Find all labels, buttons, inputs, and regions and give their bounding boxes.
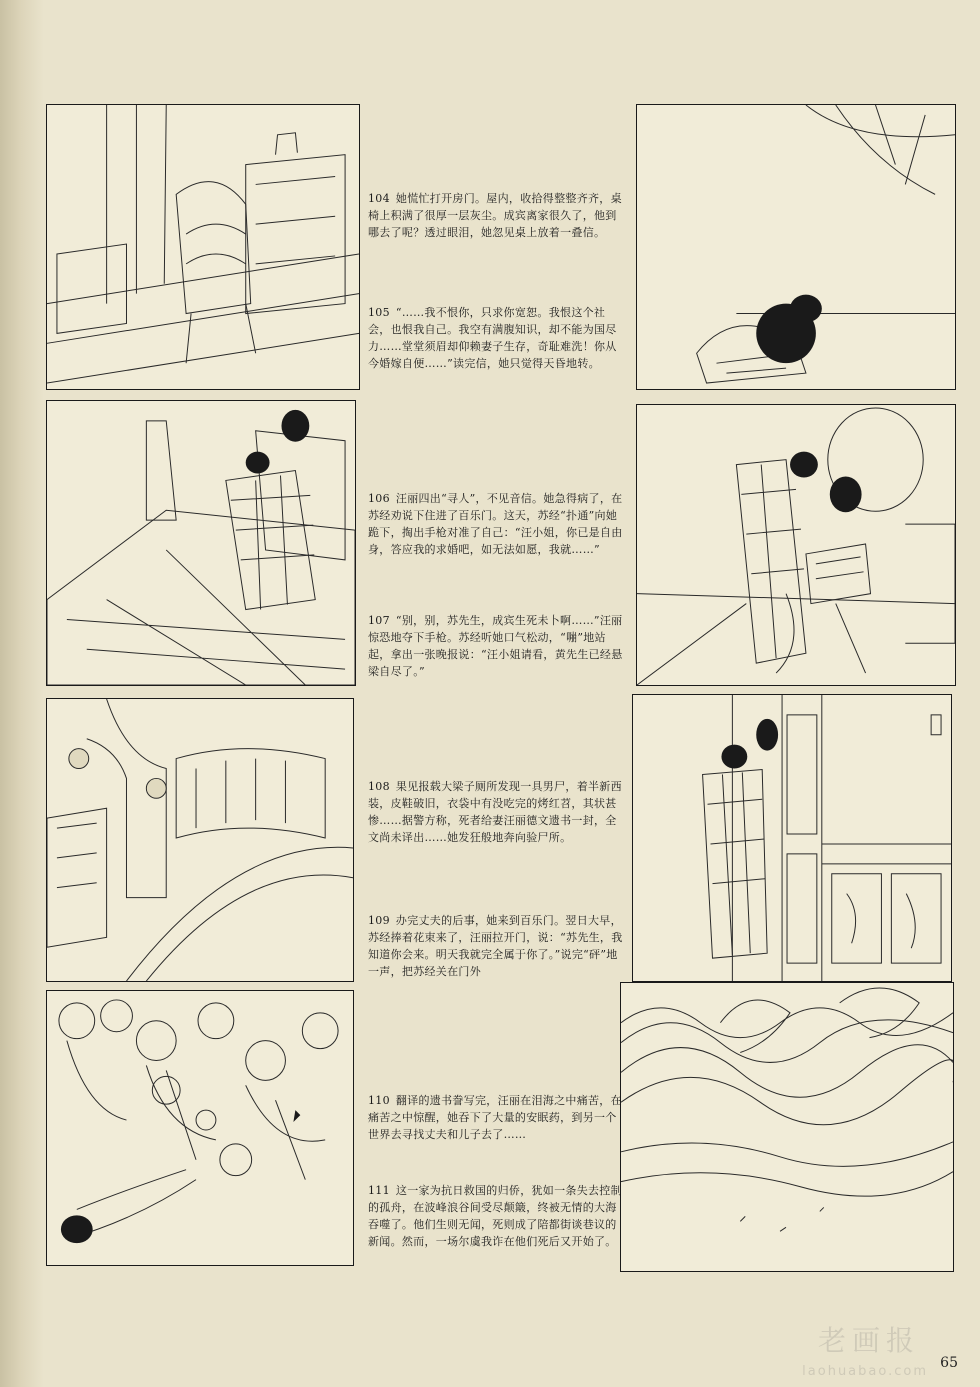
caption-111 <box>368 1182 626 1250</box>
caption-110 <box>368 1092 626 1143</box>
ocean-waves-drawing <box>621 983 953 1271</box>
caption-number: 107 <box>368 614 390 627</box>
illustration-panel-waves <box>620 982 954 1272</box>
kneeling-man-drawing <box>47 401 355 685</box>
caption-text: 果见报载大梁子厕所发现一具男尸，着半新西装，皮鞋破旧，衣袋中有没吃完的烤红苕，其状甚惨……据警方称，死者给妻汪丽德文遗书一封，全文尚未译出……她发狂般地奔向验尸所。 <box>368 780 622 844</box>
caption-109 <box>368 912 626 980</box>
book-spine-shadow <box>0 0 44 1387</box>
watermark-logo: 老画报 <box>817 1324 920 1357</box>
illustration-panel-couple-newspaper <box>636 404 956 686</box>
illustration-panel-woman-weeping <box>636 104 956 390</box>
caption-number: 108 <box>368 780 390 793</box>
caption-text: 翻译的遗书誊写完，汪丽在泪海之中痛苦，在痛苦之中惊醒，她吞下了大量的安眠药，到另一个世界去寻找丈夫和儿子去了…… <box>368 1094 622 1141</box>
caption-number: 111 <box>368 1184 390 1197</box>
caption-107 <box>368 612 626 680</box>
weeping-woman-drawing <box>637 105 955 389</box>
caption-number: 104 <box>368 192 390 205</box>
caption-text: “别，别，苏先生，成宾生死未卜啊……”汪丽惊恐地夺下手枪。苏经听她口气松动，“嘣”地站起，拿出一张晚报说：“汪小姐请看，黄先生已经悬梁自尽了。” <box>368 614 623 678</box>
page-number: 65 <box>940 1355 958 1371</box>
caption-text: 这一家为抗日救国的归侨，犹如一条失去控制的孤舟，在波峰浪谷间受尽颠簸，终被无情的大海吞噬了。他们生则无闻，死则成了陪都街谈巷议的新闻。然而，一场尔虞我诈在他们死后又开始了。 <box>368 1184 622 1248</box>
caption-106 <box>368 490 626 558</box>
caption-text: 她慌忙打开房门。屋内，收拾得整整齐齐，桌椅上积满了很厚一层灰尘。成宾离家很久了，他到哪去了呢？透过眼泪，她忽见桌上放着一叠信。 <box>368 192 622 239</box>
couple-newspaper-drawing <box>637 405 955 685</box>
caption-number: 110 <box>368 1094 390 1107</box>
door-scene-drawing <box>633 695 951 981</box>
room-drawing <box>47 105 359 389</box>
staircase-drawing <box>47 699 353 981</box>
caption-text: 办完丈夫的后事，她来到百乐门。翌日大早，苏经捧着花束来了，汪丽拉开门，说：“苏先生，我知道你会来。明天我就完全属于你了。”说完“砰”地一声，把苏经关在门外 <box>368 914 623 978</box>
caption-105 <box>368 304 626 372</box>
illustration-panel-room <box>46 104 360 390</box>
caption-text: “……我不恨你，只求你宽恕。我恨这个社会，也恨我自己。我空有满腹知识，却不能为国尽力……堂堂须眉却仰赖妻子生存，奇耻难洗！你从今婚嫁自便……”读完信，她只觉得天昏地转。 <box>368 306 617 370</box>
caption-number: 105 <box>368 306 390 319</box>
caption-108 <box>368 778 626 846</box>
watermark-url: laohuabao.com <box>802 1364 928 1379</box>
caption-number: 109 <box>368 914 390 927</box>
illustration-panel-kneeling-man <box>46 400 356 686</box>
caption-text: 汪丽四出“寻人”，不见音信。她急得病了，在苏经劝说下住进了百乐门。这天，苏经“扑通”向她跪下，掏出手枪对准了自己：“汪小姐，你已是自由身，答应我的求婚吧，如无法如愿，我就……” <box>368 492 623 556</box>
illustration-panel-crowd <box>46 990 354 1266</box>
illustration-panel-door <box>632 694 952 982</box>
caption-number: 106 <box>368 492 390 505</box>
illustration-panel-staircase <box>46 698 354 982</box>
crowd-drawing <box>47 991 353 1265</box>
caption-104 <box>368 190 626 241</box>
